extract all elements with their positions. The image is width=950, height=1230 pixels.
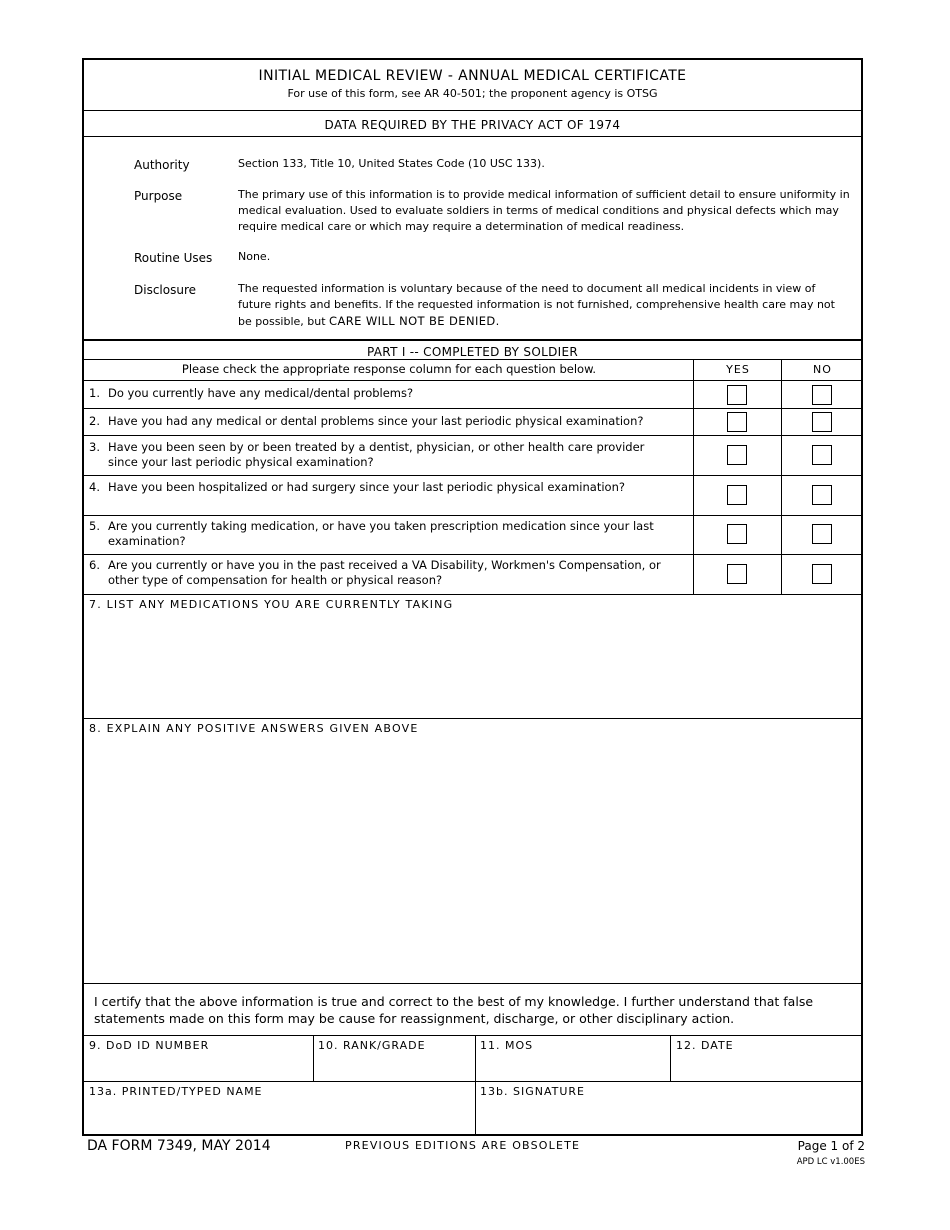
- question-number: 5.: [89, 519, 100, 533]
- printed-name-label: 13a. PRINTED/TYPED NAME: [89, 1085, 263, 1098]
- routine-uses-label: Routine Uses: [134, 251, 213, 265]
- divider: [84, 1081, 861, 1082]
- form-title: INITIAL MEDICAL REVIEW - ANNUAL MEDICAL CERTIFICATE: [258, 68, 687, 84]
- routine-uses-text: None.: [238, 250, 271, 263]
- column-divider: [475, 1035, 476, 1136]
- question-text: Are you currently taking medication, or have you taken prescription medication since your last examination?: [108, 519, 654, 548]
- obsolete-notice: PREVIOUS EDITIONS ARE OBSOLETE: [345, 1139, 581, 1152]
- signature-label: 13b. SIGNATURE: [480, 1085, 585, 1098]
- q3-yes-checkbox[interactable]: [727, 445, 747, 465]
- divider: [84, 359, 861, 360]
- divider: [84, 339, 861, 341]
- question-number: 3.: [89, 440, 100, 454]
- q4-no-checkbox[interactable]: [812, 485, 832, 505]
- q6-yes-checkbox[interactable]: [727, 564, 747, 584]
- divider: [84, 408, 861, 409]
- mos-input[interactable]: [481, 1056, 670, 1078]
- divider: [84, 983, 861, 984]
- divider: [84, 515, 861, 516]
- column-divider: [693, 359, 694, 594]
- question-number: 6.: [89, 558, 100, 572]
- q2-no-checkbox[interactable]: [812, 412, 832, 432]
- date-input[interactable]: [677, 1056, 861, 1078]
- divider: [84, 718, 861, 719]
- divider: [84, 136, 861, 137]
- divider: [84, 554, 861, 555]
- printed-name-input[interactable]: [90, 1104, 474, 1130]
- disclosure-emphasis: CARE WILL NOT BE DENIED.: [329, 314, 500, 328]
- authority-text: Section 133, Title 10, United States Code (10 USC 133).: [238, 157, 545, 170]
- question-number: 2.: [89, 414, 100, 428]
- question-text: Have you been hospitalized or had surgery since your last periodic physical examination?: [108, 480, 625, 494]
- purpose-label: Purpose: [134, 189, 183, 203]
- dod-id-input[interactable]: [90, 1056, 312, 1078]
- question-text: Are you currently or have you in the past received a VA Disability, Workmen's Compensation, or other type of compensation for health or physical reason?: [108, 558, 661, 587]
- yes-column-header: YES: [726, 363, 750, 376]
- part1-heading: PART I -- COMPLETED BY SOLDIER: [367, 345, 578, 359]
- q2-yes-checkbox[interactable]: [727, 412, 747, 432]
- question-text: Do you currently have any medical/dental problems?: [108, 386, 414, 400]
- q4-yes-checkbox[interactable]: [727, 485, 747, 505]
- q5-no-checkbox[interactable]: [812, 524, 832, 544]
- medications-label: 7. LIST ANY MEDICATIONS YOU ARE CURRENTLY TAKING: [89, 598, 454, 611]
- divider: [84, 1035, 861, 1036]
- q3-no-checkbox[interactable]: [812, 445, 832, 465]
- form-subtitle: For use of this form, see AR 40-501; the proponent agency is OTSG: [287, 87, 658, 100]
- explain-textarea[interactable]: [86, 740, 860, 984]
- authority-label: Authority: [134, 158, 190, 172]
- rank-grade-input[interactable]: [319, 1056, 475, 1078]
- question-text: Have you had any medical or dental problems since your last periodic physical examination?: [108, 414, 644, 428]
- purpose-text: The primary use of this information is to provide medical information of sufficient detail to ensure uniformity in medical evaluation. Used to evaluate soldiers in terms of medical conditions and physical defects which may require medical care or which may require a determination of medical readiness.: [238, 188, 850, 233]
- page-number: Page 1 of 2: [797, 1139, 865, 1153]
- divider: [84, 435, 861, 436]
- explain-label: 8. EXPLAIN ANY POSITIVE ANSWERS GIVEN ABOVE: [89, 722, 419, 735]
- column-divider: [781, 359, 782, 594]
- divider: [84, 110, 861, 111]
- signature-input[interactable]: [481, 1104, 860, 1130]
- q1-no-checkbox[interactable]: [812, 385, 832, 405]
- divider: [84, 594, 861, 595]
- form-container: [82, 58, 863, 1136]
- q6-no-checkbox[interactable]: [812, 564, 832, 584]
- medications-textarea[interactable]: [86, 616, 860, 720]
- disclosure-text: [238, 281, 850, 330]
- divider: [84, 475, 861, 476]
- column-divider: [670, 1035, 671, 1081]
- disclosure-body: The requested information is voluntary because of the need to document all medical incidents in view of future rights and benefits. If the requested information is not furnished, comprehensive health care may not be possible, but: [238, 282, 835, 328]
- question-text: Have you been seen by or been treated by a dentist, physician, or other health care provider since your last periodic physical examination?: [108, 440, 645, 469]
- q5-yes-checkbox[interactable]: [727, 524, 747, 544]
- divider: [84, 380, 861, 381]
- privacy-act-heading: DATA REQUIRED BY THE PRIVACY ACT OF 1974: [324, 118, 621, 132]
- q1-yes-checkbox[interactable]: [727, 385, 747, 405]
- part1-instruction: Please check the appropriate response column for each question below.: [181, 362, 597, 376]
- form-number: DA FORM 7349, MAY 2014: [87, 1138, 271, 1154]
- version-label: APD LC v1.00ES: [796, 1157, 865, 1167]
- date-label: 12. DATE: [676, 1039, 734, 1052]
- disclosure-label: Disclosure: [134, 283, 197, 297]
- question-number: 4.: [89, 480, 100, 494]
- certification-statement: I certify that the above information is true and correct to the best of my knowledge. I further understand that false statements made on this form may be cause for reassignment, discharge, or other disciplinary action.: [94, 994, 814, 1026]
- no-column-header: NO: [813, 363, 832, 376]
- dod-id-label: 9. DoD ID NUMBER: [89, 1039, 210, 1052]
- rank-grade-label: 10. RANK/GRADE: [318, 1039, 426, 1052]
- mos-label: 11. MOS: [480, 1039, 534, 1052]
- column-divider: [313, 1035, 314, 1081]
- question-number: 1.: [89, 386, 100, 400]
